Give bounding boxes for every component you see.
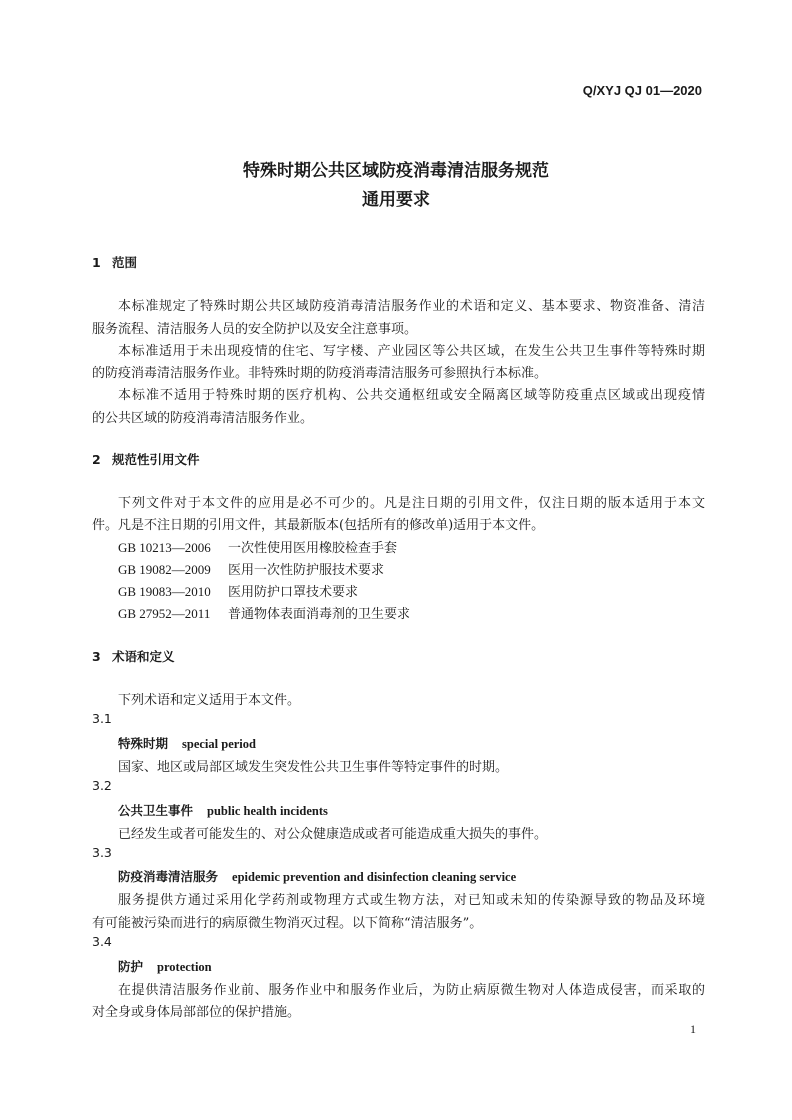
paragraph-line: 的公共区域的防疫消毒清洁服务作业。 [92,411,314,426]
section-heading-scope [92,253,137,271]
page-number: 1 [690,1022,696,1036]
reference-item [118,603,410,622]
paragraph-line: 下列文件对于本文件的应用是必不可少的。凡是注日期的引用文件，仅注日期的版本适用于本文 [118,496,705,511]
paragraph-line: 服务流程、清洁服务人员的安全防护以及安全注意事项。 [92,322,418,337]
term-number: 3.1 [92,711,112,726]
term-chinese: 防疫消毒清洁服务 [118,869,219,884]
section-title: 术语和定义 [112,649,175,664]
document-number: Q/XYJ QJ 01—2020 [582,83,702,98]
reference-item [118,581,358,600]
term-number: 3.2 [92,778,112,793]
section-number: 2 [92,452,101,467]
reference-code: GB 19083—2010 [118,584,211,599]
section-title: 范围 [112,255,138,270]
paragraph-line: 本标准不适用于特殊时期的医疗机构、公共交通枢纽或安全隔离区域等防疫重点区域或出现疫情 [118,388,705,403]
paragraph-line: 的防疫消毒清洁服务作业。非特殊时期的防疫消毒清洁服务可参照执行本标准。 [92,366,548,381]
term-number: 3.3 [92,845,112,860]
term-chinese: 防护 [118,959,144,974]
section-number: 3 [92,649,101,664]
term-definition: 有可能被污染而进行的病原微生物消灭过程。以下简称“清洁服务”。 [92,916,483,931]
term-english: protection [157,960,212,974]
reference-title: 医用一次性防护服技术要求 [228,563,385,578]
reference-item [118,537,397,556]
reference-title: 普通物体表面消毒剂的卫生要求 [228,607,411,622]
reference-item [118,559,384,578]
term-definition: 已经发生或者可能发生的、对公众健康造成或者可能造成重大损失的事件。 [118,827,548,842]
term-entry [118,957,212,975]
section-heading-terms-definitions [92,647,175,665]
term-english: epidemic prevention and disinfection cleaning service [232,870,517,884]
section-heading-normative-references [92,450,200,468]
term-english: public health incidents [207,804,328,818]
section-number: 1 [92,255,101,270]
paragraph-line: 下列术语和定义适用于本文件。 [118,693,301,708]
term-definition: 国家、地区或局部区域发生突发性公共卫生事件等特定事件的时期。 [118,760,509,775]
reference-title: 一次性使用医用橡胶检查手套 [228,541,398,556]
term-entry [118,801,328,819]
term-english: special period [182,737,256,751]
paragraph-line: 件。凡是不注日期的引用文件，其最新版本(包括所有的修改单)适用于本文件。 [92,518,545,533]
reference-code: GB 27952—2011 [118,606,211,621]
term-entry [118,734,256,752]
paragraph-line: 本标准规定了特殊时期公共区域防疫消毒清洁服务作业的术语和定义、基本要求、物资准备、清洁 [118,299,705,314]
term-chinese: 特殊时期 [118,736,169,751]
term-number: 3.4 [92,934,112,949]
document-title: 特殊时期公共区域防疫消毒清洁服务规范 [243,161,549,181]
document-subtitle: 通用要求 [362,190,430,210]
term-chinese: 公共卫生事件 [118,803,194,818]
reference-code: GB 10213—2006 [118,540,211,555]
paragraph-line: 本标准适用于未出现疫情的住宅、写字楼、产业园区等公共区域，在发生公共卫生事件等特殊时期 [118,344,705,359]
term-definition: 服务提供方通过采用化学药剂或物理方式或生物方法，对已知或未知的传染源导致的物品及环境 [118,893,705,908]
term-definition: 对全身或身体局部部位的保护措施。 [92,1005,301,1020]
reference-code: GB 19082—2009 [118,562,211,577]
term-definition: 在提供清洁服务作业前、服务作业中和服务作业后，为防止病原微生物对人体造成侵害，而采取的 [118,983,705,998]
section-title: 规范性引用文件 [112,452,200,467]
reference-title: 医用防护口罩技术要求 [228,585,359,600]
term-entry [118,867,516,885]
